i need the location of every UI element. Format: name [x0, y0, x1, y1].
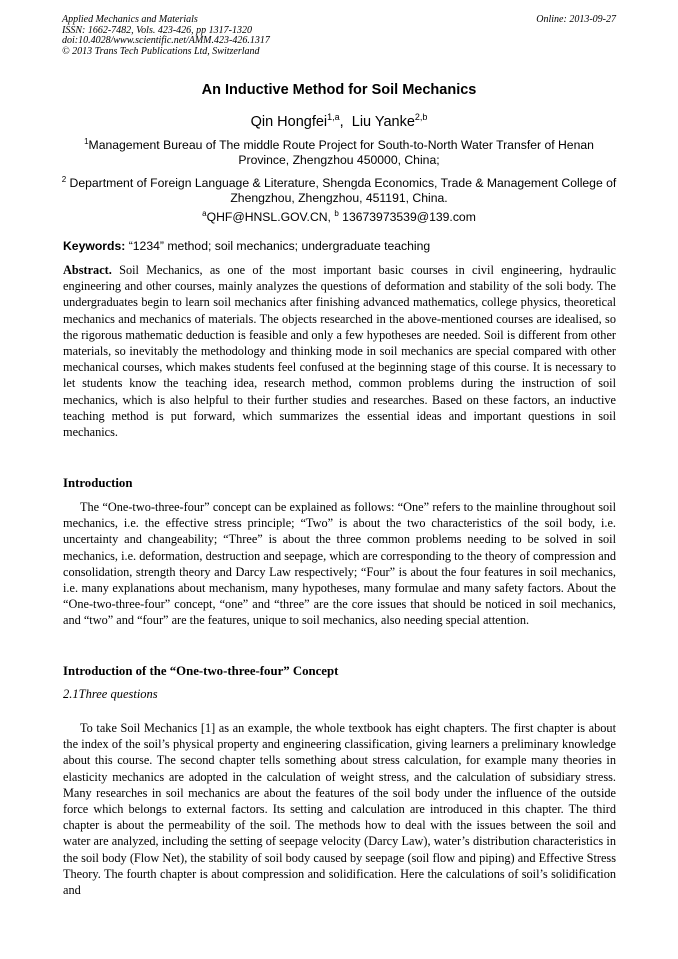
online-date: Online: 2013-09-27: [536, 14, 616, 25]
keywords: [63, 239, 618, 253]
three-questions-subheading: 2.1Three questions: [63, 687, 158, 701]
affiliation-2: [60, 176, 618, 206]
keywords-label: Keywords:: [63, 239, 126, 253]
author-2-affiliation-mark: 2,b: [414, 112, 428, 122]
email-a[interactable]: QHF@HNSL.GOV.CN: [206, 210, 328, 224]
author-separator: ,: [339, 114, 348, 130]
introduction-heading: Introduction: [63, 476, 133, 490]
introduction-paragraph: The “One-two-three-four” concept can be explained as follows: “One” refers to the mainline throughout soil mechanics, i.e. the effective stress principle; “Two” is about the two characteristics of the soil body, i.e. uncertainty and changeability; “Three” is about the three common problems needing to be solved in soil mechanics, i.e. deformation, destruction and seepage, which are corresponding to the theory of compression and consolidation, strength theory and Darcy Law respectively; “Four” is about the four features in soil mechanics, i.e. many explanations about mechanism, many hypotheses, many formulae and many safety factors. About the “One-two-three-four” concept, “one” and “three” are the core issues that should be noticed in soil mechanics, and “two” and “four” are the features, unique to soil mechanics, also needing special attention.: [63, 500, 616, 628]
abstract: [63, 262, 616, 440]
abstract-label: Abstract.: [63, 263, 112, 277]
three-questions-paragraph: To take Soil Mechanics [1] as an example, the whole textbook has eight chapters. The first chapter is about the index of the soil’s physical property and engineering classification, giving learners a preliminary knowledge about this course. The second chapter tells something about stress calculation, for example many theories in elasticity mechanics are adopted in the calculation of weight stress, and the calculation of subsidiary stress. Many researches in soil mechanics are about the features of the soil body under the influence of the outside force which belongs to external factors. Its setting and calculation are introduced in this chapter. The third chapter is about the permeability of the soil. The methods how to deal with the issues between the soil and water are analyzed, including the setting of seepage velocity (Darcy Law), water’s distribution characteristics in the soil body (Flow Net), the stability of soil body caused by seepage (soil flow and piping) and Effective Stress Theory. The fourth chapter is about compression and solidification. Here the calculations of soil’s solidification and: [63, 721, 616, 898]
keywords-text: “1234” method; soil mechanics; undergraduate teaching: [128, 239, 431, 253]
affiliation-2-mark: 2: [61, 175, 67, 184]
email-b[interactable]: 13673973539@139.com: [342, 210, 476, 224]
affiliation-1-text: Management Bureau of The middle Route Project for South-to-North Water Transfer of Henan Province, Zhengzhou 450000, China;: [88, 138, 594, 167]
author-1-affiliation-mark: 1,a: [327, 112, 340, 122]
affiliation-1: [60, 138, 618, 168]
abstract-text: Soil Mechanics, as one of the most important basic courses in civil engineering, hydraulic engineering and other courses, mainly analyzes the questions of deformation and stability of the soli body. The undergraduates begin to learn soil mechanics after finishing advanced mathematics, college physics, theoretical mechanics and mechanics of materials. The objects researched in the above-mentioned courses are idealised, so the rigorous mathematic deduction is feasible and only a few hypotheses are needed. Soil is different from other materials, so inevitably the methodology and thinking mode in soil mechanics are special compared with other mechanical courses, which makes students feel confused at the beginning stage of this course. It is necessary to let students know the teaching idea, research method, common problems during the instruction of soil mechanics, which is also helpful to their further studies and researches. Based on these factors, an inductive teaching method is put forward, which summarizes the essential ideas and important questions in soil mechanics.: [63, 263, 616, 440]
affiliation-2-text: Department of Foreign Language & Literature, Shengda Economics, Trade & Management College of Zhengzhou, Zhengzhou, 451191, China.: [69, 176, 617, 205]
author-1: Qin Hongfei: [250, 114, 328, 130]
doi-line: doi:10.4028/www.scientific.net/AMM.423-426.1317: [62, 35, 270, 46]
email-separator: ,: [327, 210, 335, 224]
author-line: [0, 114, 678, 130]
journal-name: Applied Mechanics and Materials: [62, 14, 198, 25]
copyright-line: © 2013 Trans Tech Publications Ltd, Switzerland: [62, 45, 260, 57]
affiliation-1-mark: 1: [84, 137, 89, 146]
publication-info: [62, 15, 616, 57]
running-header: [62, 15, 616, 57]
author-2: Liu Yanke: [351, 114, 415, 130]
issn-line: ISSN: 1662-7482, Vols. 423-426, pp 1317-1320: [62, 24, 252, 36]
email-b-mark: b: [334, 209, 339, 218]
email-a-mark: a: [202, 209, 207, 218]
paper-title: An Inductive Method for Soil Mechanics: [201, 82, 477, 98]
email-line: [60, 210, 618, 225]
concept-heading: Introduction of the “One-two-three-four” Concept: [63, 664, 339, 678]
